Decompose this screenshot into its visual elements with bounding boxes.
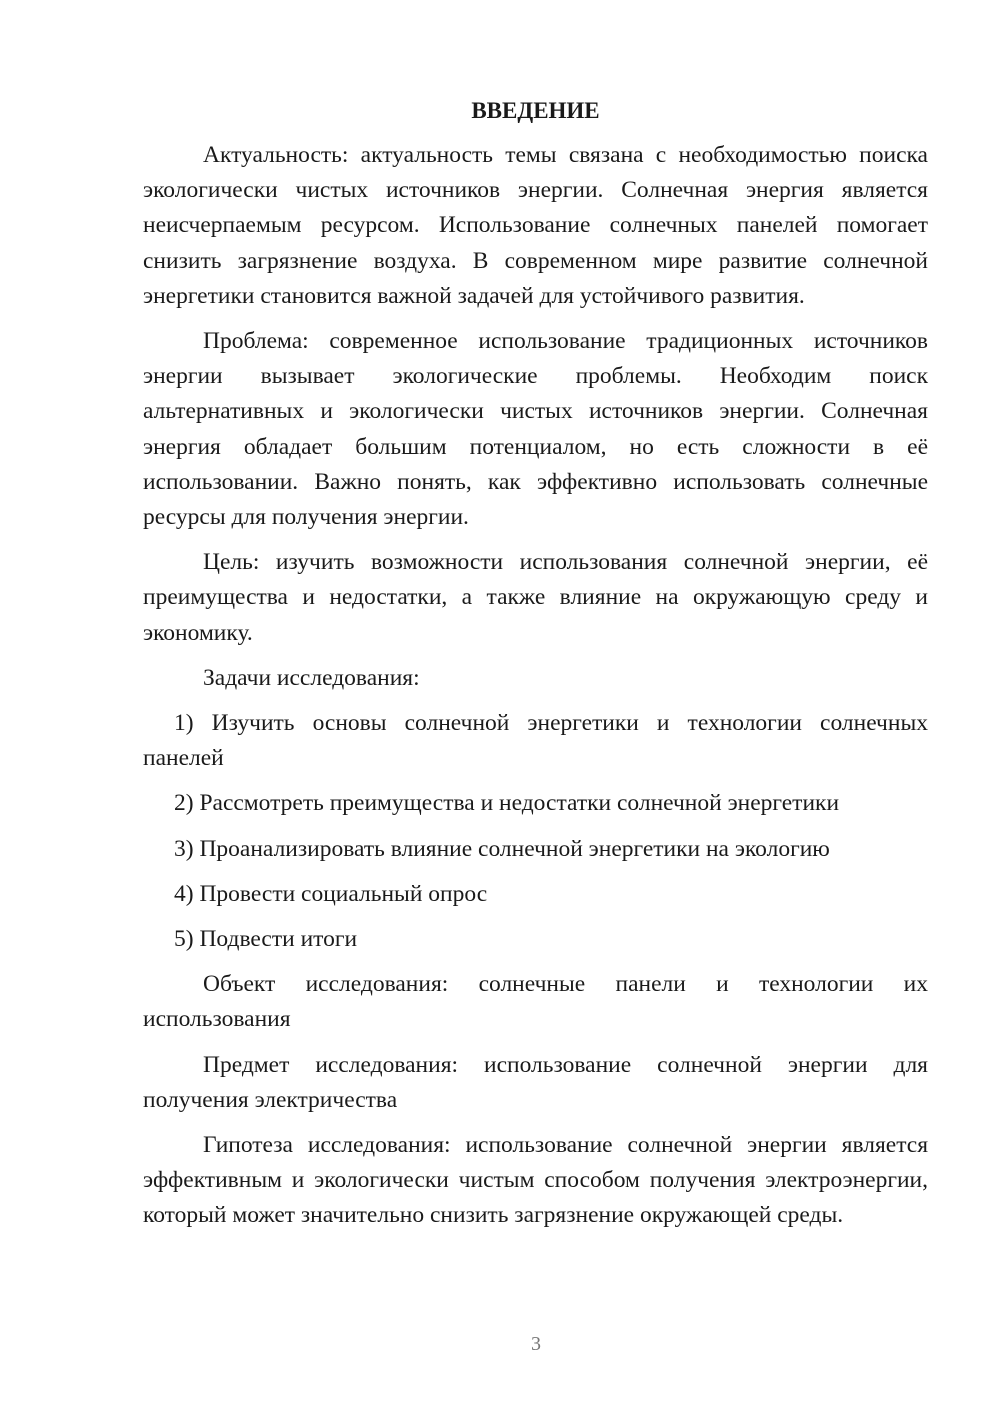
list-item: 4) Провести социальный опрос <box>174 880 488 907</box>
relevance-paragraph: Актуальность: актуальность темы связана с необходимостью поиска экологически чистых источников энергии. Солнечная энергия является неисчерпаемым ресурсом. Использование солнечных панелей помогает снизить загрязнение воздуха. В современном мире развитие солнечной энергетики становится важной задачей для устойчивого развития. <box>143 142 928 309</box>
hypothesis-paragraph: Гипотеза исследования: использование солнечной энергии является эффективным и экологически чистым способом получения электроэнергии, который может значительно снизить загрязнение окружающей среды. <box>143 1132 928 1229</box>
list-item: 3) Проанализировать влияние солнечной энергетики на экологию <box>174 835 830 862</box>
list-item: 2) Рассмотреть преимущества и недостатки солнечной энергетики <box>174 790 840 817</box>
goal-paragraph: Цель: изучить возможности использования солнечной энергии, её преимущества и недостатки, а также влияние на окружающую среду и экономику. <box>143 549 928 646</box>
list-item: 5) Подвести итоги <box>174 926 358 953</box>
document-body <box>143 93 928 1244</box>
tasks-list <box>143 706 928 957</box>
problem-paragraph: Проблема: современное использование традиционных источников энергии вызывает экологические проблемы. Необходим поиск альтернативных и экологически чистых источников энергии. Солнечная энергия обладает большим потенциалом, но есть сложности в её использовании. Важно понять, как эффективно использовать солнечные ресурсы для получения энергии. <box>143 328 928 531</box>
section-title: ВВЕДЕНИЕ <box>471 98 600 123</box>
page-number: 3 <box>531 1333 541 1355</box>
subject-paragraph: Предмет исследования: использование солнечной энергии для получения электричества <box>143 1051 928 1113</box>
tasks-heading: Задачи исследования: <box>203 664 420 691</box>
list-item: 1) Изучить основы солнечной энергетики и технологии солнечных панелей <box>143 710 928 772</box>
object-paragraph: Объект исследования: солнечные панели и технологии их использования <box>143 971 928 1033</box>
